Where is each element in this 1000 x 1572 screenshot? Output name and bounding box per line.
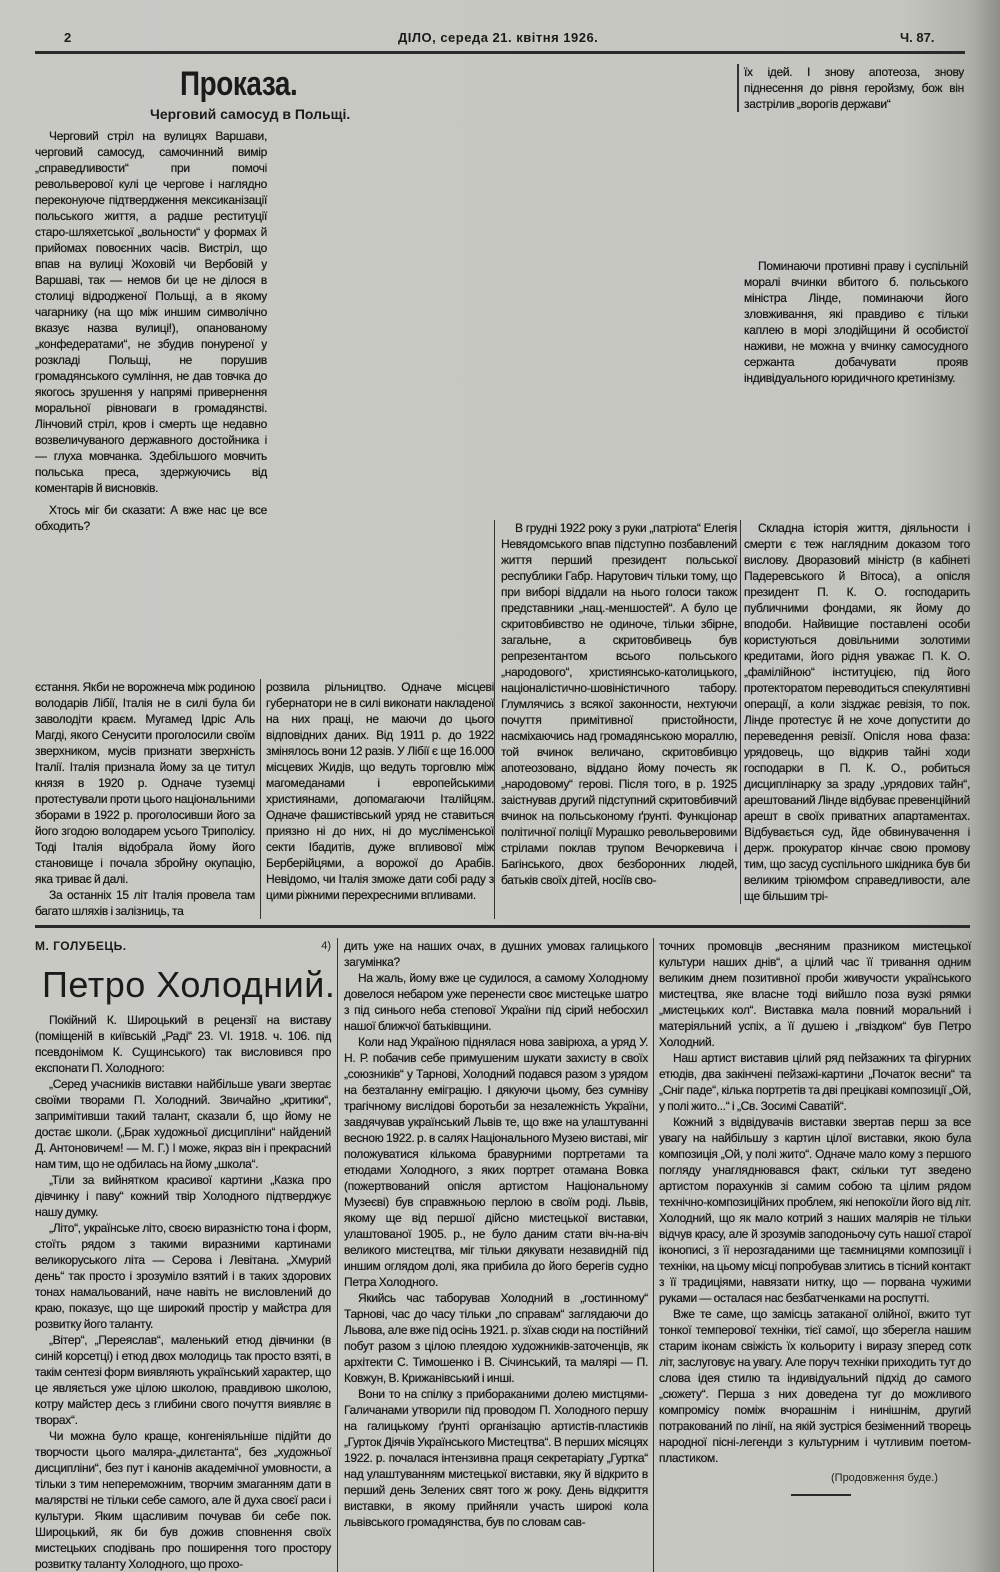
article-subtitle: Черговий самосуд в Польщі. xyxy=(150,106,351,122)
paragraph: Наш артист виставив цілий ряд пейзажних та фігурних етюдів, два закінчені пейзажі-картини „Початок весни“ та „Сніг паде“, кілька портретів та дві прецікаві композиції „Ой, у полі жито...“ і „Св. Зосимі Саватій“. xyxy=(659,1051,971,1113)
paragraph: На жаль, йому вже це судилося, а самому Холодному довелося небаром уже перенести своє мистецьке шатро з під синього неба степової України під сірий небосхил нашої ближчої батьківщини. xyxy=(344,971,648,1033)
paragraph: єстання. Якби не ворожнеча між родиною володарів Лібії, Італія не в силі була би заволодіти краєм. Мугамед Ідріс Аль Магді, якого Сенусити проголосили своїм зверхником, мусів признати зверхність Італії. Італія признала йому за це титул князя в 1920 р. Одначе туземці протестували проти цього національними зборами в 1922 р. проголосивши його за його згодою володарем усього Триполісу. Тоді Італія відобрала йому його становище і почала збройну окупацію, яка триває й далі. xyxy=(35,680,255,886)
paragraph: Кожний з відвідувачів виставки звертав перш за все увагу на найбільшу з картин цілої виставки, якою була композиція „Ой, у полі жито“. Одначе мало кому з першого погляду унагляднювався факт, скільки тут зведено артистом порахунків зі самим собою та цілим рядом технічно-композиційних проблем, які непокоїли його від літ. Холодний, що як мало котрий з наших малярів не тільки відчув красу, але й зрозумів заподоньочу суть нашої старої іконописі, з її нерозгаданими ще таємницями композиції і техніки, на цьому місці попробував злитись в тісний контакт з її традиціями, навязати нитку, що — порвана чужими руками — осталася нас безбатченками на роспутті. xyxy=(659,1115,971,1305)
paragraph: Черговий стріл на вулицях Варшави, черговий самосуд, самочинний вимір „справедливости“ при помочі револьверової кулі це чергове і наглядно переконуюче підтвердження мексиканізації польського життя, а радше реституції старо-шляхетської „вольности“ у формах й прийомах повоєнних часів. Вистріл, що впав на вулиці Жоховій чи Вербовій у Варшаві, так — немов би це не ділося в столиці відродженої Польщі, а в якому чагарнику (на що між иншим символічно вказує назва вулиці!), опанованому „конфедератами“, не збудив понуреної у розкладі Польщі, не порушив громадянського сумління, не дав товчка до якогось зрушення у напрямі привернення моральної рівноваги в громадянстві. Лінчовий стріл, кров і смерть ще недавно возвеличуваного державного достойника і — глуха мовчанка. Здебільшого мовчить польська преса, здержуючись від коментарів й висновків. xyxy=(35,129,267,495)
column-divider xyxy=(494,520,495,919)
column-divider xyxy=(260,679,261,919)
paragraph: Хтось міг би сказати: А вже нас це все обходить? xyxy=(35,503,267,533)
article-left-column xyxy=(35,128,267,534)
right-region xyxy=(501,64,971,919)
article-middle-column xyxy=(501,520,737,904)
article-title: Проказа. xyxy=(180,65,298,103)
header xyxy=(0,0,1000,64)
paragraph: Якийсь час таборував Холодний в „гостинному“ Тарнові, час до часу тільки „по справам“ заглядаючи до Львова, але вже під осінь 1921. р. зїхав сюди на постійний побут разом з цілою плеядою художників-заточенців, як архітекти С. Тимошенко і В. Січинський, та малярі — П. Ковжун, В. Крижанівський і инші. xyxy=(344,1291,648,1385)
paragraph: розвила рільництво. Одначе місцеві губернатори не в силі виконати накладеної на них праці, не маючи до цього відповідних даних. Від 1911 р. до 1922 змінялось вони 12 разів. У Лібії є ще 16.000 місцевих Жидів, що ведуть торговлю між магомеданами і европейськими християнами, допомагаючи Італійцям. Одначе фашистівський уряд не ставиться приязно ні до них, ні до мусліменської секти Ібадитів, дуже впливової між Берберійцями, а ворожої до Арабів. Невідомо, чи Італія зможе дати собі раду з цими ріжними перехресними впливами. xyxy=(266,680,494,902)
libya-column-b xyxy=(266,679,494,919)
page-number: 2 xyxy=(64,30,72,45)
left-region xyxy=(35,64,494,919)
paragraph: Поминаючи противні праву і суспільній моралі вчинки вбитого б. польського міністра Лінде, поминаючи його зловживання, які правдиво є тільки каплею в морі злодійщини й особистої наживи, не можна у вчинку самосудного сержанта добачувати прояв індивідуального юридичного кретинізму. xyxy=(744,259,968,385)
paragraph: Складна історія життя, діяльности і смерти є теж наглядним доказом того вислову. Дворазовий міністр (в кабінеті Падеревського й Вітоса), а опісля президент П. К. О. господарить публичними фондами, як йому до вподоби. Найвищие поставлені особи користуються довільними золотими кредитами, його рідня уважає П. К. О. „фамілійною“ інституцією, під його протекторатом переводиться спекулятивні операції, а коли зізджає ревізія, то пок. Лінде протестує й не хоче допустити до переведення ревізії. Опісля нова фаза: урядовець, що відкрив тайні ходи господарки в П. К. О., робиться дисциплінарку за зраду „урядових тайн“, арештований Лінде відбуває превенційний арешт в своїх приватних апартаментах. Відбувається суд, йде обвинувачення і держ. прокуратор кінчає свою промову тим, що засуд суспільного шкідника був би великим тріюмфом справедливости, але ще більшим трі- xyxy=(744,521,970,903)
article1-right-top xyxy=(737,64,971,520)
paragraph: „Тіли за вийнятком красивої картини „Казка про дівчинку і паву“ кожний твір Холодного підтверджує нашу думку. xyxy=(35,1173,331,1219)
paragraph: Вони то на спілку з прибораканими долею мистцями-Галичанами утворили під проводом П. Холодного першу на галицькому ґрунті організацію артистів-пластиків „Гурток Діячів Українського Мистецтва“. В перших місяцях 1922. р. почалася інтензивна праця секретаріату „Гуртка“ над улаштуванням мистецької виставки, яку й відкрито в перший день Зелених свят того ж року. День відкриття виставки, в якому прийняли участь широкі кола львівського громадянства, був по словам сав- xyxy=(344,1387,648,1529)
paragraph: їх ідей. І знову апотеоза, знову піднесення до рівня геройзму, бож він застрілив „ворогів держави“ xyxy=(744,65,964,111)
issue-number: Ч. 87. xyxy=(900,30,935,45)
paragraph: Вже те саме, що замісць затаканої олійної, вжито тут тонкої темперової техніки, тієї самої, що зберегла нашим старим іконам свіжість їх кольориту і виразу зперед сотк літ, заслуговує на увагу. Але поруч техніки приходить тут до слова ідея стилю та індивідуальний підхід до самого „сюжету“. Перша з них доведена туг до можливого компромісу поміж вчорашнім і нинішнім, другий потракований по лінії, на якій зустріся безіменний творець народної пісні-легенди з культурним і чутливим поетом-пластиком. xyxy=(659,1307,971,1465)
paragraph: „Серед учасників виставки найбільше уваги звертає своїми творами П. Холодний. Звичайно „критики“, запримітивши такий талант, сказали б, що йому не достає школи. („Брак художньої дисципліни“ найдений Д. Антоновичем! — М. Г.) І може, якраз він і прекрасний нам тим, що не одбилась на йому „школа“. xyxy=(35,1077,331,1171)
header-rule xyxy=(35,51,965,54)
article2 xyxy=(35,938,970,1572)
end-rule xyxy=(791,1494,851,1496)
byline-row xyxy=(35,938,331,964)
article1-left xyxy=(35,64,494,679)
section-rule xyxy=(35,925,970,928)
paragraph: Покійний К. Широцький в рецензії на виставу (поміщеній в київській „Раді“ 23. VI. 1918. ч. 106. під псевдонімом К. Сущинського) так висловився про експонати П. Холодного: xyxy=(35,1013,331,1075)
article2-third-column xyxy=(659,938,971,1572)
paragraph: „Вітер“, „Переяслав“, маленький етюд дівчинки (в синій корсетці) і етюд двох молодиць так просто взяті, в такім сентезі форм виявляють український характер, що це являється уже цілою школою, правдивою школою, котру майстер десь з глибини свого почуття виявляє в творах“. xyxy=(35,1333,331,1427)
part-number: 4) xyxy=(321,940,331,952)
column-divider xyxy=(337,938,338,1572)
paragraph: Чи можна було краще, конгеніяльніше підійти до творчости цього маляра-„дилєтанта“, без „художньої дисципліни“, без пут і канонів академічної умовности, а тільки з тим непереможним, творчим змаганням дати в малярстві не тільки себе самого, але й духа своєї раси і культури. Яким щасливим почував би себе пок. Широцький, як би був дожив сповнення своїх мистецьких сподівань про поширення того простору розвитку таланту Холодного, що прохо- xyxy=(35,1429,331,1571)
paragraph: дить уже на наших очах, в душних умовах галицького загумінка? xyxy=(344,939,648,969)
paragraph: „Літо“, українське літо, своєю виразністю тона і форм, стоїть рядом з такими виразними картинами великоруського літа — Серова і Левітана. „Хмурий день“ так просто і зрозуміло взятий і в таких здорових тонах намальований, наче навіть не висловлений до краю, показує, що ще широкий простір у майстра для розвитку його таланту. xyxy=(35,1221,331,1331)
paragraph: точних промовців „весняним празником мистецької культури наших днів“, а цілий час її тривання одним великим днем позитивної проби живучости українського мистецтва, яке власне тоді вийшло поза вузкі рямки „мистецьких кол“. Виставка мала повний моральний і матеріяльний успіх, а її душею і „гвіздком“ був Петро Холодний. xyxy=(659,939,971,1049)
continued-note: (Продовження буде.) xyxy=(831,1472,938,1484)
article1-lower-columns xyxy=(501,520,971,904)
article2-first-column xyxy=(35,938,336,1572)
article-right-mid xyxy=(744,258,968,386)
article2-column-2 xyxy=(344,938,648,1572)
column-bar xyxy=(737,64,739,112)
article-right-column xyxy=(744,520,970,904)
article2-column-3 xyxy=(659,938,971,1466)
paragraph: В грудні 1922 року з руки „патріота“ Елегія Невядомського впав підступно позбавлений життя перший президент польської республики Габр. Нарутович тільки тому, що при виборі віддали на нього голоси також представники „нац.-меншостей“. А було це скритовбивство не одиноче, тільки збірне, загальне, а скритовбивець був репрезентантом всього польського „народового“, християнсько-католицького, націоналістично-шовіністичного табору. Глумлячись з всякої законности, нехтуючи почуття примітивної пристойности, насміхаючись над громадянською мораллю, той вчинок величано, скритовбивцю апотеозовано, віддано йому почесть як „народовому“ герові. Після того, в р. 1925 заістнував другий підступний скритовбивчий вчинок на польськоному ґрунті. Функціонар політичної поліції Мурашко револьверовими стрілами поклав трупом Вечоркевича і Багінського, двох безборонних людей, батьків своїх дітей, носіїв сво- xyxy=(501,521,737,887)
masthead: ДІЛО, середа 21. квітня 1926. xyxy=(398,30,599,45)
column-divider xyxy=(740,520,741,904)
libya-article xyxy=(35,679,494,919)
libya-column-a xyxy=(35,679,255,919)
paragraph: За останніх 15 літ Італія провела там багато шляхів і залізниць, та xyxy=(35,888,255,918)
upper-section xyxy=(35,64,970,919)
article-title: Петро Холодний. xyxy=(42,964,336,1005)
paragraph: Коли над Україною піднялася нова завірюха, а уряд У. Н. Р. побачив себе примушеним шукати захисту в своїх „союзників“ у Тарнові, Холодний подався разом з урядом на безталанну еміграцію. І дякуючи цьому, без сумніву трагічному вислідові боротьби за незалежність України, завдячував український Львів те, що вже на улаштуванні весною 1922. р. в салях Національного Музею виставі, міг положуватися кількома бравурними портретами та етюдами Холодного, з яких портрет отамана Вовка (пожертвований опісля артистом Національному Музеєві) був справжньою перлою в своїм роді. Львів, якому ще від першої дійсно мистецької виставки, улаштованої 1905. р., не було даним стати віч-на-віч великого мистецтва, міг тільки дякувати незавидній під иншим оглядом долі, яка прибила до його берегів судно Петра Холодного. xyxy=(344,1035,648,1289)
article-right-top xyxy=(744,64,964,112)
column-divider xyxy=(653,938,654,1572)
right-top-wrap xyxy=(737,64,971,112)
author-byline: М. ГОЛУБЕЦЬ. xyxy=(35,939,127,953)
article2-column-1 xyxy=(35,1012,331,1572)
